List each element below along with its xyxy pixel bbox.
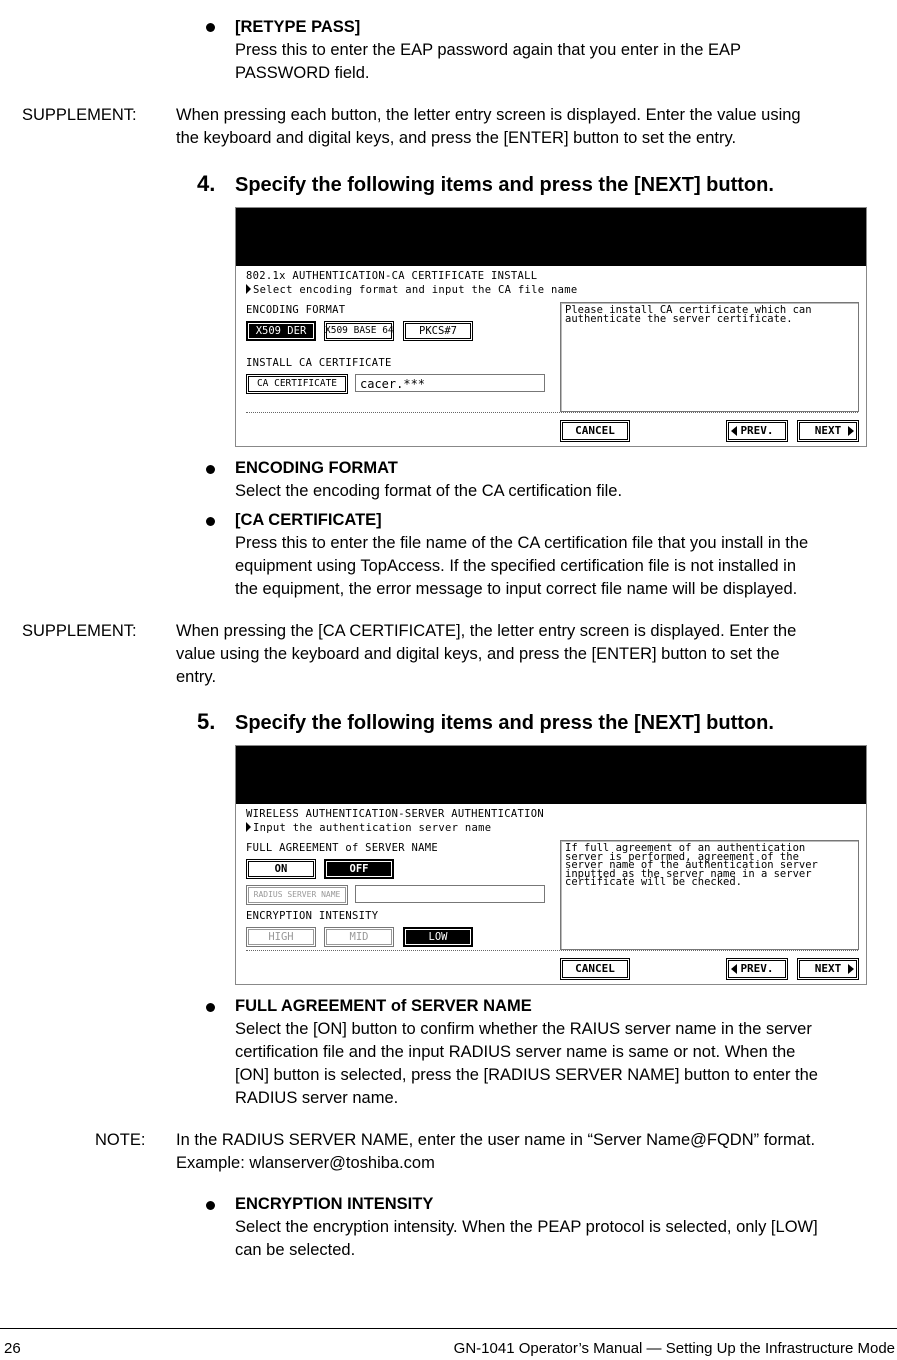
divider <box>246 412 858 413</box>
arrow-right-icon <box>848 426 854 436</box>
on-button[interactable]: ON <box>246 859 316 879</box>
bullet-text: Press this to enter the file name of the CA certification file that you install in the <box>235 534 809 552</box>
x509-base64-button[interactable]: X509 BASE 64 <box>324 321 394 341</box>
bullet-icon <box>206 23 215 32</box>
screen-subheading-text: Select encoding format and input the CA file name <box>253 284 578 296</box>
pkcs7-button[interactable]: PKCS#7 <box>403 321 473 341</box>
ca-certificate-install-screen <box>235 207 867 447</box>
next-label: NEXT <box>814 424 842 437</box>
prev-button[interactable] <box>726 958 788 980</box>
supplement-text: value using the keyboard and digital keys, and press the [ENTER] button to set the <box>176 645 780 663</box>
encryption-intensity-label: ENCRYPTION INTENSITY <box>246 910 379 922</box>
bullet-title-full-agreement: FULL AGREEMENT of SERVER NAME <box>235 997 532 1015</box>
prev-label: PREV. <box>740 424 774 437</box>
bullet-icon <box>206 1201 215 1210</box>
bullet-text: Select the encryption intensity. When the PEAP protocol is selected, only [LOW] <box>235 1218 818 1236</box>
bullet-title-retype-pass: [RETYPE PASS] <box>235 18 361 36</box>
cancel-button[interactable]: CANCEL <box>560 958 630 980</box>
screen-subheading-text: Input the authentication server name <box>253 822 492 834</box>
supplement-text: the keyboard and digital keys, and press the [ENTER] button to set the entry. <box>176 129 737 147</box>
screen-heading: 802.1x AUTHENTICATION-CA CERTIFICATE INSTALL <box>246 270 538 282</box>
low-button[interactable]: LOW <box>403 927 473 947</box>
arrow-left-icon <box>731 964 737 974</box>
bullet-text: Select the [ON] button to confirm whether the RAIUS server name in the server <box>235 1020 812 1038</box>
screen-title-bar <box>236 208 866 266</box>
message-text: Please install CA certificate which can authenticate the server certificate. <box>565 304 812 325</box>
step-number: 5. <box>197 709 216 734</box>
pointer-icon <box>246 284 251 294</box>
bullet-text: the equipment, the error message to input correct file name will be displayed. <box>235 580 798 598</box>
bullet-text: Select the encoding format of the CA certification file. <box>235 482 623 500</box>
supplement-label: SUPPLEMENT: <box>22 622 137 640</box>
footer-rule <box>0 1328 897 1329</box>
bullet-text: certification file and the input RADIUS server name is same or not. When the <box>235 1043 796 1061</box>
bullet-text: Press this to enter the EAP password again that you enter in the EAP <box>235 41 741 59</box>
step-title: Specify the following items and press the [NEXT] button. <box>235 712 774 734</box>
message-text: If full agreement of an authentication server is performed, agreement of the server name of the authentication server inputted as the server name in a server certificate will be checked. <box>565 842 818 889</box>
note-text: In the RADIUS SERVER NAME, enter the user name in “Server Name@FQDN” format. <box>176 1131 816 1149</box>
cancel-button[interactable]: CANCEL <box>560 420 630 442</box>
ca-certificate-button[interactable]: CA CERTIFICATE <box>246 374 348 394</box>
off-button[interactable]: OFF <box>324 859 394 879</box>
bullet-icon <box>206 517 215 526</box>
arrow-right-icon <box>848 964 854 974</box>
prev-label: PREV. <box>740 962 774 975</box>
step-number: 4. <box>197 171 216 196</box>
screen-heading: WIRELESS AUTHENTICATION-SERVER AUTHENTICATION <box>246 808 544 820</box>
bullet-text: can be selected. <box>235 1241 356 1259</box>
prev-button[interactable] <box>726 420 788 442</box>
x509-der-button[interactable]: X509 DER <box>246 321 316 341</box>
supplement-text: When pressing the [CA CERTIFICATE], the letter entry screen is displayed. Enter the <box>176 622 797 640</box>
arrow-left-icon <box>731 426 737 436</box>
message-box <box>560 840 859 950</box>
step-title: Specify the following items and press the [NEXT] button. <box>235 174 774 196</box>
supplement-text: When pressing each button, the letter entry screen is displayed. Enter the value using <box>176 106 801 124</box>
bullet-icon <box>206 465 215 474</box>
high-button[interactable]: HIGH <box>246 927 316 947</box>
divider <box>246 950 858 951</box>
encoding-format-label: ENCODING FORMAT <box>246 304 346 316</box>
bullet-title-ca-certificate: [CA CERTIFICATE] <box>235 511 382 529</box>
page-number: 26 <box>4 1340 21 1357</box>
mid-button[interactable]: MID <box>324 927 394 947</box>
screen-title-bar <box>236 746 866 804</box>
radius-server-name-button[interactable]: RADIUS SERVER NAME <box>246 885 348 905</box>
pointer-icon <box>246 822 251 832</box>
next-button[interactable] <box>797 420 859 442</box>
bullet-icon <box>206 1003 215 1012</box>
screen-subheading <box>246 822 491 834</box>
ca-certificate-field[interactable]: cacer.*** <box>355 374 545 392</box>
note-text: Example: wlanserver@toshiba.com <box>176 1154 435 1172</box>
bullet-text: RADIUS server name. <box>235 1089 399 1107</box>
next-label: NEXT <box>814 962 842 975</box>
bullet-text: equipment using TopAccess. If the specified certification file is not installed in <box>235 557 796 575</box>
install-ca-certificate-label: INSTALL CA CERTIFICATE <box>246 357 392 369</box>
supplement-text: entry. <box>176 668 217 686</box>
server-authentication-screen <box>235 745 867 985</box>
supplement-label: SUPPLEMENT: <box>22 106 137 124</box>
note-label: NOTE: <box>95 1131 146 1149</box>
bullet-title-encoding-format: ENCODING FORMAT <box>235 459 398 477</box>
next-button[interactable] <box>797 958 859 980</box>
bullet-text: PASSWORD field. <box>235 64 370 82</box>
screen-subheading <box>246 284 577 296</box>
bullet-title-encryption-intensity: ENCRYPTION INTENSITY <box>235 1195 434 1213</box>
message-box <box>560 302 859 412</box>
full-agreement-label: FULL AGREEMENT of SERVER NAME <box>246 842 439 854</box>
radius-server-name-field[interactable] <box>355 885 545 903</box>
footer-title: GN-1041 Operator’s Manual — Setting Up the Infrastructure Mode <box>453 1340 895 1357</box>
bullet-text: [ON] button is selected, press the [RADIUS SERVER NAME] button to enter the <box>235 1066 818 1084</box>
